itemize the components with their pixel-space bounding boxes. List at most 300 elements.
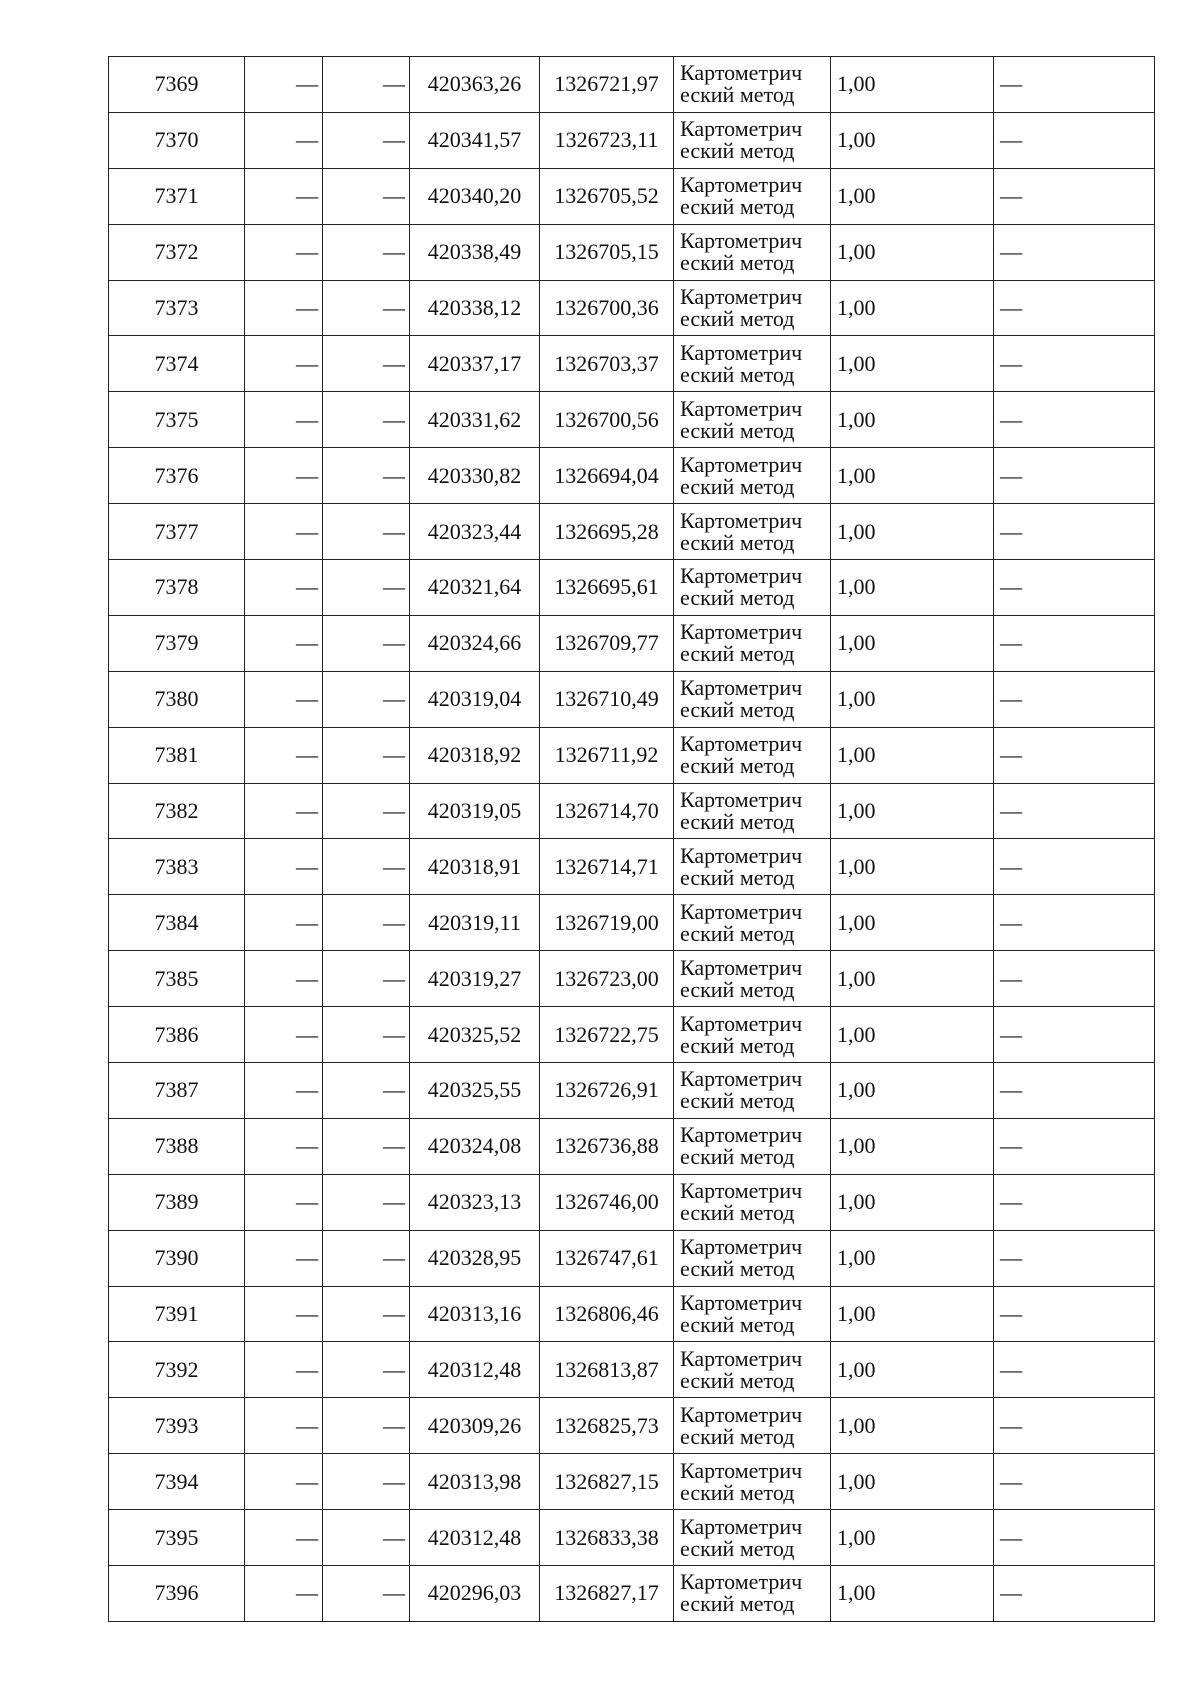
point-number-cell: 7373	[109, 280, 245, 336]
dash-cell: —	[323, 1007, 410, 1063]
method-line-2: еский метод	[680, 1535, 795, 1561]
method-line-2: еский метод	[680, 920, 795, 946]
note-cell: —	[994, 1398, 1155, 1454]
method-line-2: еский метод	[680, 361, 795, 387]
y-coordinate-cell: 1326723,11	[540, 112, 674, 168]
table-row	[109, 112, 1155, 168]
dash-cell: —	[245, 560, 323, 616]
table-row	[109, 839, 1155, 895]
dash-cell: —	[245, 1510, 323, 1566]
y-coordinate-cell: 1326700,36	[540, 280, 674, 336]
y-coordinate-cell: 1326719,00	[540, 895, 674, 951]
y-coordinate-cell: 1326825,73	[540, 1398, 674, 1454]
note-cell: —	[994, 280, 1155, 336]
note-cell: —	[994, 224, 1155, 280]
x-coordinate-cell: 420325,52	[410, 1007, 540, 1063]
table-row	[109, 895, 1155, 951]
dash-cell: —	[245, 1007, 323, 1063]
dash-cell: —	[245, 392, 323, 448]
method-line-1: Картометрич	[680, 228, 803, 254]
method-cell	[674, 615, 831, 671]
point-number-cell: 7396	[109, 1566, 245, 1622]
method-line-2: еский метод	[680, 1144, 795, 1170]
y-coordinate-cell: 1326721,97	[540, 57, 674, 113]
table-row	[109, 168, 1155, 224]
x-coordinate-cell: 420331,62	[410, 392, 540, 448]
table-row	[109, 560, 1155, 616]
note-cell: —	[994, 336, 1155, 392]
method-cell	[674, 336, 831, 392]
note-cell: —	[994, 168, 1155, 224]
accuracy-cell: 1,00	[831, 671, 994, 727]
x-coordinate-cell: 420296,03	[410, 1566, 540, 1622]
accuracy-cell: 1,00	[831, 168, 994, 224]
dash-cell: —	[245, 280, 323, 336]
method-line-2: еский метод	[680, 1312, 795, 1338]
method-line-2: еский метод	[680, 641, 795, 667]
dash-cell: —	[323, 1174, 410, 1230]
point-number-cell: 7390	[109, 1230, 245, 1286]
method-line-2: еский метод	[680, 976, 795, 1002]
dash-cell: —	[323, 57, 410, 113]
x-coordinate-cell: 420323,44	[410, 504, 540, 560]
accuracy-cell: 1,00	[831, 727, 994, 783]
x-coordinate-cell: 420363,26	[410, 57, 540, 113]
table-row	[109, 1063, 1155, 1119]
point-number-cell: 7383	[109, 839, 245, 895]
point-number-cell: 7380	[109, 671, 245, 727]
point-number-cell: 7377	[109, 504, 245, 560]
method-cell	[674, 1566, 831, 1622]
note-cell: —	[994, 1174, 1155, 1230]
dash-cell: —	[323, 336, 410, 392]
table-row	[109, 504, 1155, 560]
note-cell: —	[994, 951, 1155, 1007]
y-coordinate-cell: 1326806,46	[540, 1286, 674, 1342]
table-row	[109, 671, 1155, 727]
method-cell	[674, 1286, 831, 1342]
table-row	[109, 448, 1155, 504]
x-coordinate-cell: 420309,26	[410, 1398, 540, 1454]
dash-cell: —	[323, 1286, 410, 1342]
x-coordinate-cell: 420313,16	[410, 1286, 540, 1342]
dash-cell: —	[323, 671, 410, 727]
dash-cell: —	[245, 504, 323, 560]
dash-cell: —	[323, 839, 410, 895]
method-line-1: Картометрич	[680, 1457, 803, 1483]
method-line-2: еский метод	[680, 1479, 795, 1505]
table-body	[109, 57, 1155, 1622]
accuracy-cell: 1,00	[831, 504, 994, 560]
note-cell: —	[994, 1230, 1155, 1286]
note-cell: —	[994, 1342, 1155, 1398]
x-coordinate-cell: 420324,66	[410, 615, 540, 671]
method-cell	[674, 57, 831, 113]
method-line-1: Картометрич	[680, 395, 803, 421]
method-line-1: Картометрич	[680, 1066, 803, 1092]
method-line-1: Картометрич	[680, 1122, 803, 1148]
note-cell: —	[994, 1118, 1155, 1174]
x-coordinate-cell: 420319,04	[410, 671, 540, 727]
method-line-1: Картометрич	[680, 1010, 803, 1036]
dash-cell: —	[245, 112, 323, 168]
point-number-cell: 7381	[109, 727, 245, 783]
x-coordinate-cell: 420319,11	[410, 895, 540, 951]
y-coordinate-cell: 1326827,17	[540, 1566, 674, 1622]
y-coordinate-cell: 1326827,15	[540, 1454, 674, 1510]
accuracy-cell: 1,00	[831, 280, 994, 336]
dash-cell: —	[323, 168, 410, 224]
point-number-cell: 7384	[109, 895, 245, 951]
dash-cell: —	[323, 615, 410, 671]
point-number-cell: 7370	[109, 112, 245, 168]
method-line-2: еский метод	[680, 753, 795, 779]
table-row	[109, 1454, 1155, 1510]
note-cell: —	[994, 727, 1155, 783]
accuracy-cell: 1,00	[831, 1063, 994, 1119]
point-number-cell: 7392	[109, 1342, 245, 1398]
dash-cell: —	[323, 280, 410, 336]
method-line-1: Картометрич	[680, 842, 803, 868]
point-number-cell: 7393	[109, 1398, 245, 1454]
point-number-cell: 7395	[109, 1510, 245, 1566]
x-coordinate-cell: 420337,17	[410, 336, 540, 392]
method-cell	[674, 112, 831, 168]
x-coordinate-cell: 420338,12	[410, 280, 540, 336]
method-line-2: еский метод	[680, 809, 795, 835]
dash-cell: —	[245, 448, 323, 504]
accuracy-cell: 1,00	[831, 448, 994, 504]
x-coordinate-cell: 420318,91	[410, 839, 540, 895]
table-row	[109, 224, 1155, 280]
x-coordinate-cell: 420340,20	[410, 168, 540, 224]
dash-cell: —	[323, 112, 410, 168]
method-cell	[674, 1118, 831, 1174]
point-number-cell: 7372	[109, 224, 245, 280]
accuracy-cell: 1,00	[831, 560, 994, 616]
dash-cell: —	[245, 1118, 323, 1174]
note-cell: —	[994, 448, 1155, 504]
method-line-2: еский метод	[680, 1032, 795, 1058]
dash-cell: —	[245, 1063, 323, 1119]
table-row	[109, 727, 1155, 783]
accuracy-cell: 1,00	[831, 224, 994, 280]
note-cell: —	[994, 895, 1155, 951]
y-coordinate-cell: 1326747,61	[540, 1230, 674, 1286]
y-coordinate-cell: 1326813,87	[540, 1342, 674, 1398]
accuracy-cell: 1,00	[831, 1007, 994, 1063]
table-row	[109, 392, 1155, 448]
note-cell: —	[994, 1510, 1155, 1566]
y-coordinate-cell: 1326709,77	[540, 615, 674, 671]
accuracy-cell: 1,00	[831, 1174, 994, 1230]
method-line-2: еский метод	[680, 1423, 795, 1449]
dash-cell: —	[323, 392, 410, 448]
table-row	[109, 57, 1155, 113]
point-number-cell: 7379	[109, 615, 245, 671]
method-cell	[674, 1510, 831, 1566]
dash-cell: —	[245, 895, 323, 951]
dash-cell: —	[323, 1342, 410, 1398]
method-line-2: еский метод	[680, 1591, 795, 1617]
method-line-2: еский метод	[680, 1256, 795, 1282]
accuracy-cell: 1,00	[831, 1398, 994, 1454]
method-line-2: еский метод	[680, 585, 795, 611]
accuracy-cell: 1,00	[831, 783, 994, 839]
method-line-2: еский метод	[680, 1367, 795, 1393]
table-row	[109, 1566, 1155, 1622]
method-line-2: еский метод	[680, 864, 795, 890]
y-coordinate-cell: 1326736,88	[540, 1118, 674, 1174]
y-coordinate-cell: 1326705,15	[540, 224, 674, 280]
method-line-1: Картометрич	[680, 731, 803, 757]
accuracy-cell: 1,00	[831, 1454, 994, 1510]
table-row	[109, 1342, 1155, 1398]
method-cell	[674, 1007, 831, 1063]
table-row	[109, 1398, 1155, 1454]
dash-cell: —	[323, 1566, 410, 1622]
dash-cell: —	[323, 1510, 410, 1566]
y-coordinate-cell: 1326711,92	[540, 727, 674, 783]
accuracy-cell: 1,00	[831, 1342, 994, 1398]
y-coordinate-cell: 1326726,91	[540, 1063, 674, 1119]
method-cell	[674, 1398, 831, 1454]
accuracy-cell: 1,00	[831, 1286, 994, 1342]
accuracy-cell: 1,00	[831, 392, 994, 448]
point-number-cell: 7375	[109, 392, 245, 448]
y-coordinate-cell: 1326700,56	[540, 392, 674, 448]
point-number-cell: 7374	[109, 336, 245, 392]
x-coordinate-cell: 420312,48	[410, 1342, 540, 1398]
method-line-1: Картометрич	[680, 1569, 803, 1595]
accuracy-cell: 1,00	[831, 839, 994, 895]
method-line-2: еский метод	[680, 138, 795, 164]
point-number-cell: 7371	[109, 168, 245, 224]
method-line-2: еский метод	[680, 697, 795, 723]
y-coordinate-cell: 1326746,00	[540, 1174, 674, 1230]
note-cell: —	[994, 671, 1155, 727]
y-coordinate-cell: 1326705,52	[540, 168, 674, 224]
method-line-2: еский метод	[680, 82, 795, 108]
note-cell: —	[994, 560, 1155, 616]
point-number-cell: 7391	[109, 1286, 245, 1342]
accuracy-cell: 1,00	[831, 615, 994, 671]
method-line-1: Картометрич	[680, 787, 803, 813]
method-cell	[674, 671, 831, 727]
dash-cell: —	[245, 1566, 323, 1622]
y-coordinate-cell: 1326723,00	[540, 951, 674, 1007]
dash-cell: —	[245, 615, 323, 671]
method-line-2: еский метод	[680, 250, 795, 276]
method-line-1: Картометрич	[680, 898, 803, 924]
table-row	[109, 336, 1155, 392]
method-line-1: Картометрич	[680, 1345, 803, 1371]
table-row	[109, 783, 1155, 839]
x-coordinate-cell: 420341,57	[410, 112, 540, 168]
y-coordinate-cell: 1326703,37	[540, 336, 674, 392]
dash-cell: —	[245, 951, 323, 1007]
table-row	[109, 1510, 1155, 1566]
method-line-1: Картометрич	[680, 1401, 803, 1427]
dash-cell: —	[245, 1286, 323, 1342]
x-coordinate-cell: 420324,08	[410, 1118, 540, 1174]
method-cell	[674, 280, 831, 336]
dash-cell: —	[323, 727, 410, 783]
accuracy-cell: 1,00	[831, 57, 994, 113]
note-cell: —	[994, 615, 1155, 671]
x-coordinate-cell: 420330,82	[410, 448, 540, 504]
method-cell	[674, 1230, 831, 1286]
note-cell: —	[994, 504, 1155, 560]
x-coordinate-cell: 420321,64	[410, 560, 540, 616]
accuracy-cell: 1,00	[831, 1566, 994, 1622]
x-coordinate-cell: 420328,95	[410, 1230, 540, 1286]
note-cell: —	[994, 783, 1155, 839]
method-line-1: Картометрич	[680, 1290, 803, 1316]
point-number-cell: 7382	[109, 783, 245, 839]
method-line-2: еский метод	[680, 306, 795, 331]
y-coordinate-cell: 1326710,49	[540, 671, 674, 727]
method-line-1: Картометрич	[680, 1513, 803, 1539]
dash-cell: —	[245, 57, 323, 113]
method-line-1: Картометрич	[680, 675, 803, 701]
method-line-1: Картометрич	[680, 507, 803, 533]
accuracy-cell: 1,00	[831, 895, 994, 951]
note-cell: —	[994, 392, 1155, 448]
dash-cell: —	[323, 783, 410, 839]
y-coordinate-cell: 1326714,71	[540, 839, 674, 895]
method-line-2: еский метод	[680, 194, 795, 220]
point-number-cell: 7385	[109, 951, 245, 1007]
method-line-1: Картометрич	[680, 954, 803, 980]
note-cell: —	[994, 112, 1155, 168]
x-coordinate-cell: 420338,49	[410, 224, 540, 280]
method-cell	[674, 895, 831, 951]
dash-cell: —	[245, 727, 323, 783]
note-cell: —	[994, 1063, 1155, 1119]
dash-cell: —	[323, 504, 410, 560]
method-cell	[674, 1174, 831, 1230]
point-number-cell: 7394	[109, 1454, 245, 1510]
dash-cell: —	[245, 224, 323, 280]
accuracy-cell: 1,00	[831, 112, 994, 168]
method-line-1: Картометрич	[680, 1234, 803, 1260]
accuracy-cell: 1,00	[831, 1118, 994, 1174]
dash-cell: —	[245, 336, 323, 392]
point-number-cell: 7369	[109, 57, 245, 113]
x-coordinate-cell: 420318,92	[410, 727, 540, 783]
accuracy-cell: 1,00	[831, 336, 994, 392]
dash-cell: —	[323, 1398, 410, 1454]
table-row	[109, 1118, 1155, 1174]
method-cell	[674, 1454, 831, 1510]
dash-cell: —	[323, 1230, 410, 1286]
dash-cell: —	[323, 1454, 410, 1510]
method-line-2: еский метод	[680, 529, 795, 555]
x-coordinate-cell: 420312,48	[410, 1510, 540, 1566]
point-number-cell: 7386	[109, 1007, 245, 1063]
y-coordinate-cell: 1326695,61	[540, 560, 674, 616]
method-line-1: Картометрич	[680, 1178, 803, 1204]
method-cell	[674, 1063, 831, 1119]
y-coordinate-cell: 1326833,38	[540, 1510, 674, 1566]
method-cell	[674, 951, 831, 1007]
method-line-1: Картометрич	[680, 451, 803, 477]
method-cell	[674, 168, 831, 224]
method-line-1: Картометрич	[680, 563, 803, 589]
table-row	[109, 615, 1155, 671]
table-row	[109, 1230, 1155, 1286]
method-line-1: Картометрич	[680, 60, 803, 86]
point-number-cell: 7388	[109, 1118, 245, 1174]
accuracy-cell: 1,00	[831, 1230, 994, 1286]
method-line-2: еский метод	[680, 1088, 795, 1114]
method-cell	[674, 504, 831, 560]
dash-cell: —	[323, 951, 410, 1007]
method-line-2: еский метод	[680, 417, 795, 443]
x-coordinate-cell: 420325,55	[410, 1063, 540, 1119]
table-row	[109, 951, 1155, 1007]
dash-cell: —	[245, 839, 323, 895]
method-line-1: Картометрич	[680, 619, 803, 645]
method-cell	[674, 392, 831, 448]
dash-cell: —	[245, 1174, 323, 1230]
note-cell: —	[994, 1566, 1155, 1622]
method-line-2: еский метод	[680, 1200, 795, 1226]
note-cell: —	[994, 1286, 1155, 1342]
dash-cell: —	[323, 560, 410, 616]
dash-cell: —	[245, 1398, 323, 1454]
point-number-cell: 7376	[109, 448, 245, 504]
x-coordinate-cell: 420319,27	[410, 951, 540, 1007]
method-cell	[674, 727, 831, 783]
y-coordinate-cell: 1326695,28	[540, 504, 674, 560]
method-cell	[674, 1342, 831, 1398]
point-number-cell: 7389	[109, 1174, 245, 1230]
y-coordinate-cell: 1326694,04	[540, 448, 674, 504]
table-row	[109, 280, 1155, 336]
y-coordinate-cell: 1326714,70	[540, 783, 674, 839]
method-line-2: еский метод	[680, 473, 795, 499]
method-cell	[674, 783, 831, 839]
dash-cell: —	[323, 1063, 410, 1119]
accuracy-cell: 1,00	[831, 951, 994, 1007]
dash-cell: —	[323, 895, 410, 951]
note-cell: —	[994, 1007, 1155, 1063]
dash-cell: —	[245, 1230, 323, 1286]
method-cell	[674, 224, 831, 280]
note-cell: —	[994, 1454, 1155, 1510]
point-number-cell: 7387	[109, 1063, 245, 1119]
method-line-1: Картометрич	[680, 339, 803, 365]
x-coordinate-cell: 420313,98	[410, 1454, 540, 1510]
x-coordinate-cell: 420323,13	[410, 1174, 540, 1230]
method-cell	[674, 839, 831, 895]
dash-cell: —	[245, 783, 323, 839]
method-line-1: Картометрич	[680, 284, 803, 309]
dash-cell: —	[323, 1118, 410, 1174]
note-cell: —	[994, 839, 1155, 895]
method-line-1: Картометрич	[680, 116, 803, 142]
dash-cell: —	[245, 671, 323, 727]
table-row	[109, 1286, 1155, 1342]
accuracy-cell: 1,00	[831, 1510, 994, 1566]
method-cell	[674, 448, 831, 504]
table-row	[109, 1007, 1155, 1063]
dash-cell: —	[245, 1342, 323, 1398]
table-row	[109, 1174, 1155, 1230]
method-cell	[674, 560, 831, 616]
